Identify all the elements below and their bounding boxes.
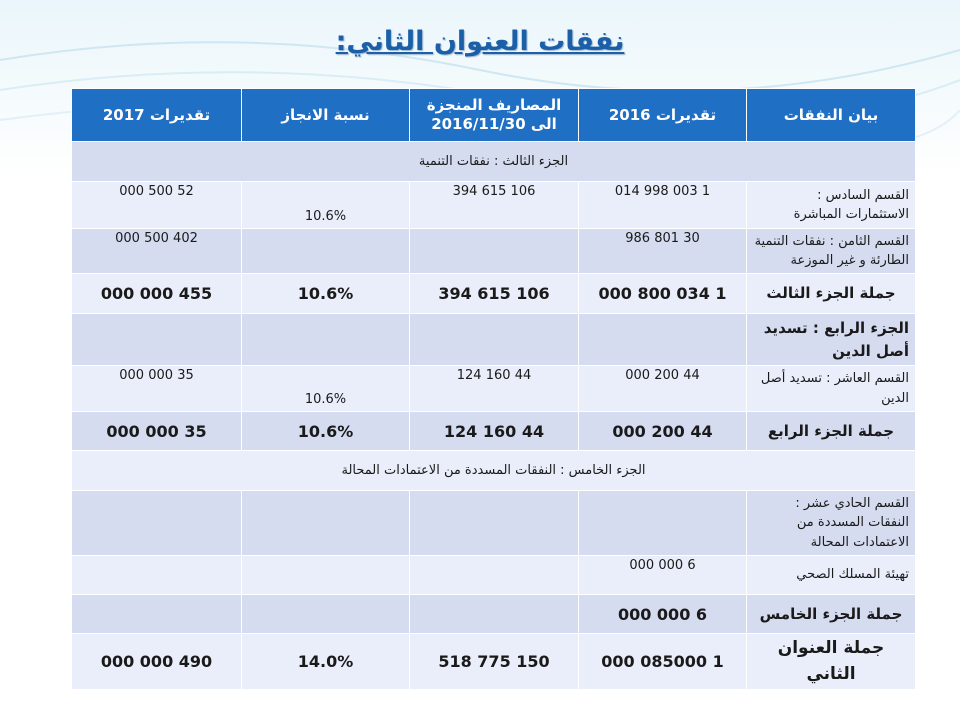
- cell-pct: 14.0%: [242, 634, 410, 690]
- cell-est2017: 35 000 000: [72, 366, 242, 412]
- header-label: بيان النفقات: [747, 89, 916, 142]
- section-row: [72, 142, 916, 182]
- empty-cell: [579, 314, 747, 366]
- row-label-line: الدين: [881, 390, 909, 406]
- cell-spent: 106 615 394: [410, 274, 579, 314]
- row-label: [747, 182, 916, 229]
- slide-title: نفقات العنوان الثاني:: [335, 26, 625, 57]
- table-row: [72, 491, 916, 556]
- cell-est2016: 6 000 000: [579, 556, 747, 595]
- cell-pct: 10.6%: [242, 412, 410, 451]
- header-row: [72, 89, 916, 142]
- cell-est2017: 35 000 000: [72, 412, 242, 451]
- empty-cell: [410, 491, 579, 556]
- header-spent: المصاريف المنجزة الى 2016/11/30: [410, 89, 579, 142]
- cell-pct: [242, 229, 410, 274]
- header-estimates-2017: تقديرات 2017: [72, 89, 242, 142]
- table-row: [72, 182, 916, 229]
- row-label-line: الاعتمادات المحالة: [810, 534, 909, 550]
- row-label-line: الجزء الرابع : تسديد: [763, 319, 909, 337]
- empty-cell: [72, 491, 242, 556]
- row-label-line: أصل الدين: [832, 341, 909, 360]
- empty-cell: [579, 491, 747, 556]
- header-completion-rate: نسبة الانجاز: [242, 89, 410, 142]
- total-label: جملة الجزء الثالث: [747, 274, 916, 314]
- row-label: [747, 491, 916, 556]
- row-label: تهيئة المسلك الصحي: [747, 556, 916, 595]
- cell-est2016: 1 003 998 014: [579, 182, 747, 229]
- total-row: [72, 412, 916, 451]
- header-estimates-2016: تقديرات 2016: [579, 89, 747, 142]
- expenses-table: [71, 88, 916, 690]
- empty-cell: [410, 556, 579, 595]
- cell-spent: [410, 229, 579, 274]
- cell-est2017: 490 000 000: [72, 634, 242, 690]
- cell-est2016: 6 000 000: [579, 595, 747, 634]
- part5-heading: الجزء الخامس : النفقات المسددة من الاعتمادات المحالة: [72, 451, 916, 491]
- grand-total-row: [72, 634, 916, 690]
- total-label: جملة الجزء الخامس: [747, 595, 916, 634]
- row-label-line: القسم السادس :: [817, 187, 909, 203]
- part4-heading: [747, 314, 916, 366]
- cell-spent: 44 160 124: [410, 366, 579, 412]
- cell-est2016: 44 200 000: [579, 412, 747, 451]
- total-row: [72, 274, 916, 314]
- cell-spent: 106 615 394: [410, 182, 579, 229]
- table-row: [72, 314, 916, 366]
- row-label: [747, 366, 916, 412]
- cell-spent: 44 160 124: [410, 412, 579, 451]
- total-label: جملة الجزء الرابع: [747, 412, 916, 451]
- empty-cell: [242, 595, 410, 634]
- section-row: [72, 451, 916, 491]
- empty-cell: [242, 556, 410, 595]
- cell-est2016: 30 801 986: [579, 229, 747, 274]
- total-row: [72, 595, 916, 634]
- empty-cell: [410, 314, 579, 366]
- cell-pct: 10.6%: [242, 366, 410, 412]
- row-label-line: القسم الحادي عشر :: [795, 495, 909, 511]
- cell-est2017: 455 000 000: [72, 274, 242, 314]
- row-label-line: الطارئة و غير الموزعة: [790, 253, 909, 268]
- empty-cell: [72, 314, 242, 366]
- cell-spent: 150 775 518: [410, 634, 579, 690]
- empty-cell: [242, 491, 410, 556]
- row-label: [747, 229, 916, 274]
- row-label-line: القسم الثامن : نفقات التنمية: [754, 233, 909, 249]
- empty-cell: [410, 595, 579, 634]
- cell-pct: 10.6%: [242, 274, 410, 314]
- empty-cell: [72, 556, 242, 595]
- table-row: [72, 229, 916, 274]
- part3-heading: الجزء الثالث : نفقات التنمية: [72, 142, 916, 182]
- row-label-line: الاستثمارات المباشرة: [793, 207, 909, 222]
- cell-est2016: 44 200 000: [579, 366, 747, 412]
- table-row: [72, 366, 916, 412]
- empty-cell: [72, 595, 242, 634]
- row-label-line: النفقات المسددة من: [796, 515, 909, 531]
- cell-est2017: 402 500 000: [72, 229, 242, 274]
- cell-pct: 10.6%: [242, 182, 410, 229]
- grand-total-label: جملة العنوان الثاني: [747, 634, 916, 690]
- cell-est2017: 52 500 000: [72, 182, 242, 229]
- row-label-line: القسم العاشر : تسديد أصل: [760, 371, 909, 386]
- cell-est2016: 1 034 800 000: [579, 274, 747, 314]
- cell-est2016: 1 085000 000: [579, 634, 747, 690]
- table-row: [72, 556, 916, 595]
- empty-cell: [242, 314, 410, 366]
